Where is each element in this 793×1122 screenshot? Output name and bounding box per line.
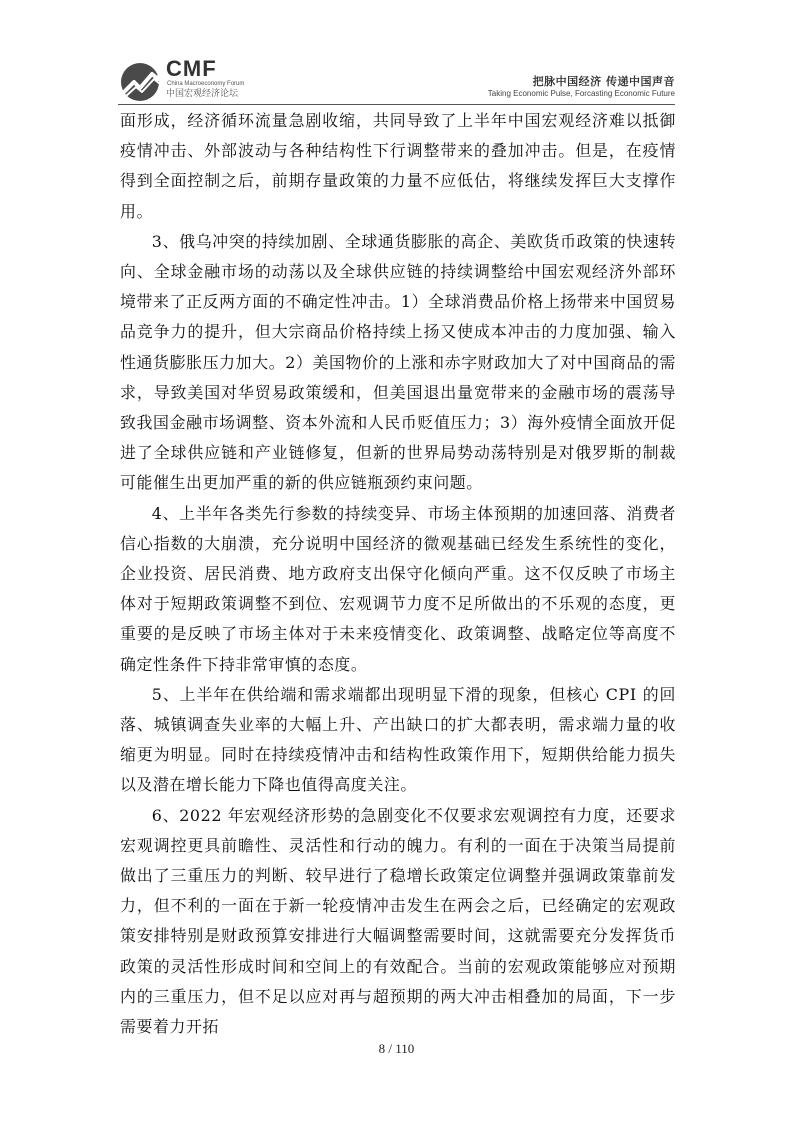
logo-wordmark [166, 58, 286, 104]
slogan-en: Taking Economic Pulse, Forcasting Economic Future [487, 89, 675, 98]
paragraph-3: 3、俄乌冲突的持续加剧、全球通货膨胀的高企、美欧货币政策的快速转向、全球金融市场的动荡以及全球供应链的持续调整给中国宏观经济外部环境带来了正反两方面的不确定性冲击。1）全球消费品价格上扬带来中国贸易品竞争力的提升，但大宗商品价格持续上扬又使成本冲击的力度加强、输入性通货膨胀压力加大。2）美国物价的上涨和赤字财政加大了对中国商品的需求，导致美国对华贸易政策缓和，但美国退出量宽带来的金融市场的震荡导致我国金融市场调整、资本外流和人民币贬值压力；3）海外疫情全面放开促进了全球供应链和产业链修复，但新的世界局势动荡特别是对俄罗斯的制裁可能催生出更加严重的新的供应链瓶颈约束问题。 [120, 231, 676, 493]
page-header [118, 58, 675, 106]
paragraph-4: 4、上半年各类先行参数的持续变异、市场主体预期的加速回落、消费者信心指数的大崩溃，充分说明中国经济的微观基础已经发生系统性的变化，企业投资、居民消费、地方政府支出保守化倾向严重。这不仅反映了市场主体对于短期政策调整不到位、宏观调节力度不足所做出的不乐观的态度，更重要的是反映了市场主体对于未来疫情变化、政策调整、战略定位等高度不确定性条件下持非常审慎的态度。 [120, 503, 676, 674]
paragraph-continuation: 面形成，经济循环流量急剧收缩，共同导致了上半年中国宏观经济难以抵御疫情冲击、外部波动与各种结构性下行调整带来的叠加冲击。但是，在疫情得到全面控制之后，前期存量政策的力量不应低估，将继续发挥巨大支撑作用。 [120, 111, 676, 221]
logo-name: CMF [166, 56, 217, 81]
paragraph-5: 5、上半年在供给端和需求端都出现明显下滑的现象，但核心 CPI 的回落、城镇调查失业率的大幅上升、产出缺口的扩大都表明，需求端力量的收缩更为明显。同时在持续疫情冲击和结构性政策作用下，短期供给能力损失以及潜在增长能力下降也值得高度关注。 [120, 684, 676, 795]
header-divider [118, 104, 675, 105]
paragraph-6: 6、2022 年宏观经济形势的急剧变化不仅要求宏观调控有力度，还要求宏观调控更具前瞻性、灵活性和行动的魄力。有利的一面在于决策当局提前做出了三重压力的判断、较早进行了稳增长政策定位调整并强调政策靠前发力，但不利的一面在于新一轮疫情冲击发生在两会之后，已经确定的宏观政策安排特别是财政预算安排进行大幅调整需要时间，这就需要充分发挥货币政策的灵活性形成时间和空间上的有效配合。当前的宏观政策能够应对预期内的三重压力，但不足以应对再与超预期的两大冲击相叠加的局面，下一步需要着力开拓 [120, 805, 676, 1037]
header-slogan [488, 75, 675, 99]
logo-subtitle-cn: 中国宏观经济论坛 [166, 89, 239, 99]
cmf-logo-icon [118, 58, 166, 102]
logo-subtitle-en: China Macroeconomy Forum [167, 81, 245, 87]
document-body [120, 106, 676, 1042]
page-number: 8 / 110 [378, 1041, 415, 1056]
slogan-cn: 把脉中国经济 传递中国声音 [532, 75, 675, 88]
